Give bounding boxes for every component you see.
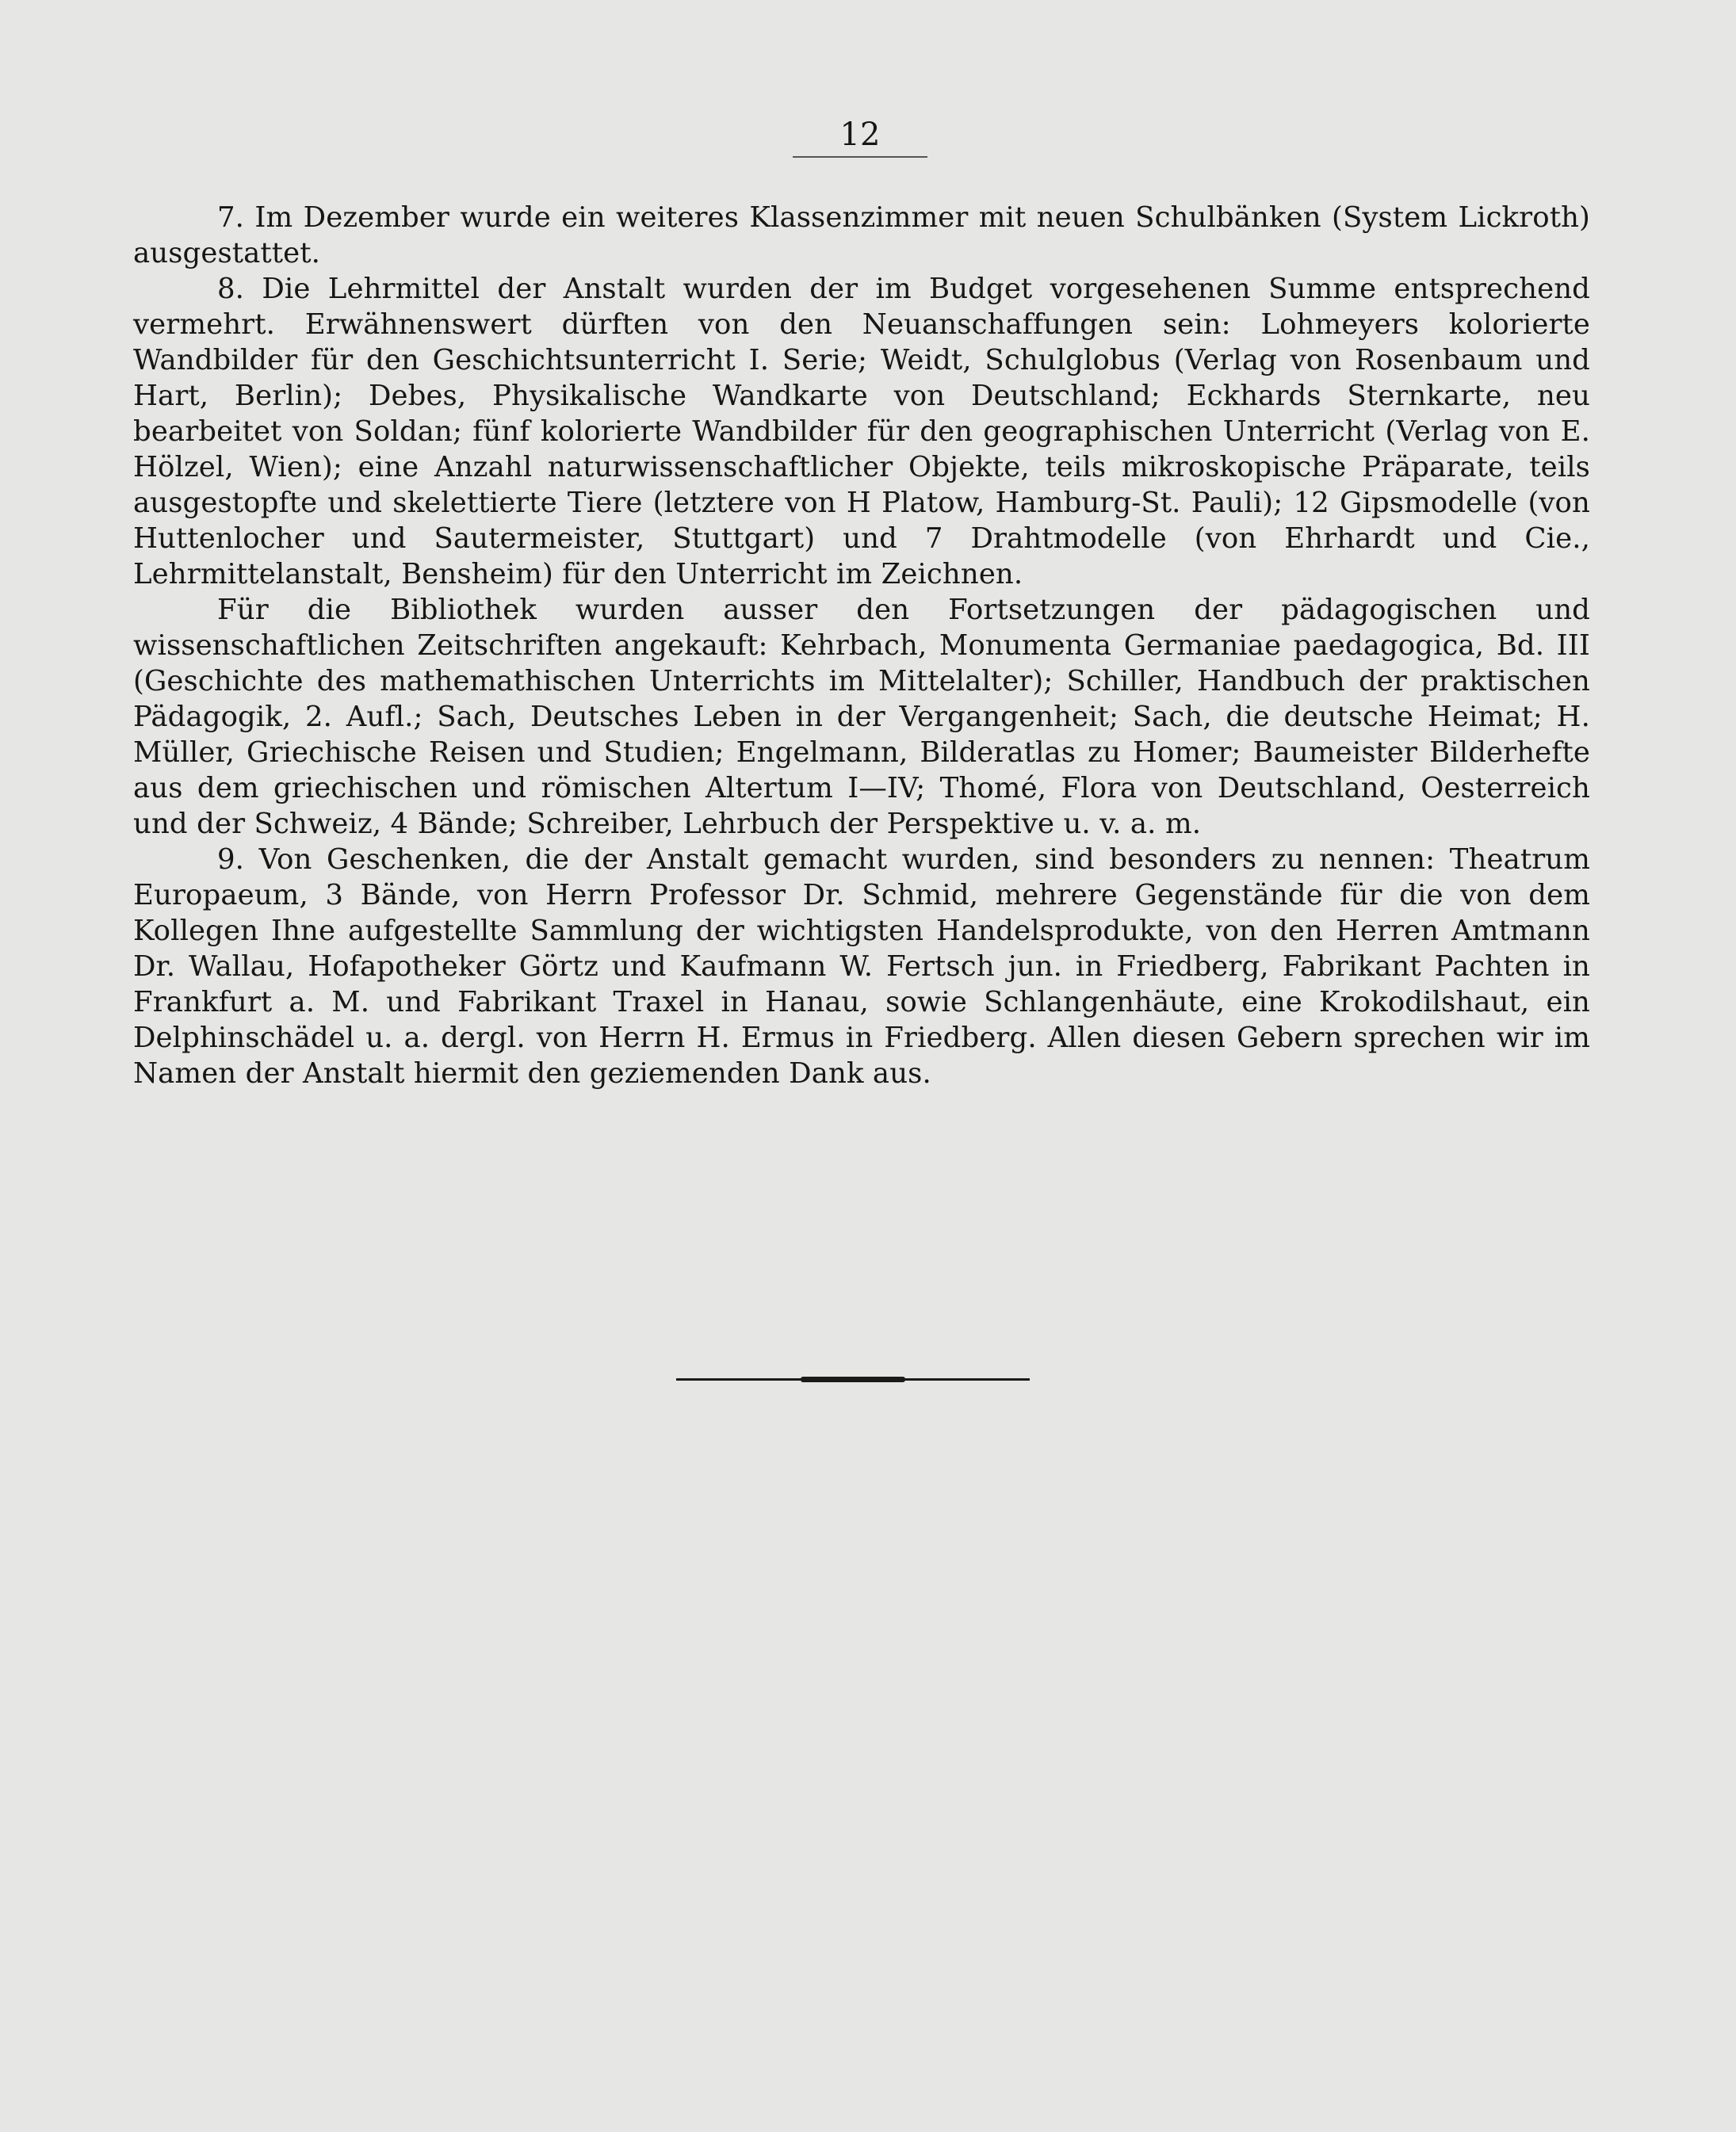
page-number: 12 [839,117,881,153]
paragraph-7-classroom: 7. Im Dezember wurde ein weiteres Klassenzimmer mit neuen Schulbänken (System Lickroth) ausgestattet. [133,201,1590,269]
page-number-underline [793,156,927,158]
paragraph-9-donations: 9. Von Geschenken, die der Anstalt gemacht wurden, sind besonders zu nennen: Theatrum Europaeum, 3 Bände, von Herrn Professor Dr. Schmid, mehrere Gegenstände für die von dem Kollegen Ihne aufgestellte Sammlung der wichtigsten Handelsprodukte, von den Herren Amtmann Dr. Wallau, Hofapotheker Görtz und Kaufmann W. Fertsch jun. in Friedberg, Fabrikant Pachten in Frankfurt a. M. und Fabrikant Traxel in Hanau, sowie Schlangenhäute, eine Krokodilshaut, ein Delphinschädel u. a. dergl. von Herrn H. Ermus in Friedberg. Allen diesen Gebern sprechen wir im Namen der Anstalt hiermit den geziemenden Dank aus. [133,843,1590,1090]
paragraph-8-teaching-materials: 8. Die Lehrmittel der Anstalt wurden der im Budget vorgesehenen Summe entsprechend vermehrt. Erwähnenswert dürften von den Neuanschaffungen sein: Lohmeyers kolorierte Wandbilder für den Geschichtsunterricht I. Serie; Weidt, Schulglobus (Verlag von Rosenbaum und Hart, Berlin); Debes, Physikalische Wandkarte von Deutschland; Eckhards Sternkarte, neu bearbeitet von Soldan; fünf kolorierte Wandbilder für den geographischen Unterricht (Verlag von E. Hölzel, Wien); eine Anzahl naturwissenschaftlicher Objekte, teils mikroskopische Präparate, teils ausgestopfte und skelettierte Tiere (letztere von H Platow, Hamburg-St. Pauli); 12 Gipsmodelle (von Huttenlocher und Sautermeister, Stuttgart) und 7 Drahtmodelle (von Ehrhardt und Cie., Lehrmittelanstalt, Bensheim) für den Unterricht im Zeichnen. [133,273,1590,590]
section-end-rule-center [801,1377,905,1382]
paragraph-library-acquisitions: Für die Bibliothek wurden ausser den Fortsetzungen der pädagogischen und wissenschaftlichen Zeitschriften angekauft: Kehrbach, Monumenta Germaniae paedagogica, Bd. III (Geschichte des mathemathischen Unterrichts im Mittelalter); Schiller, Handbuch der praktischen Pädagogik, 2. Aufl.; Sach, Deutsches Leben in der Vergangenheit; Sach, die deutsche Heimat; H. Müller, Griechische Reisen und Studien; Engelmann, Bilderatlas zu Homer; Baumeister Bilderhefte aus dem griechischen und römischen Altertum I—IV; Thomé, Flora von Deutschland, Oesterreich und der Schweiz, 4 Bände; Schreiber, Lehrbuch der Perspektive u. v. a. m. [133,594,1590,840]
body-text [133,200,1590,1091]
